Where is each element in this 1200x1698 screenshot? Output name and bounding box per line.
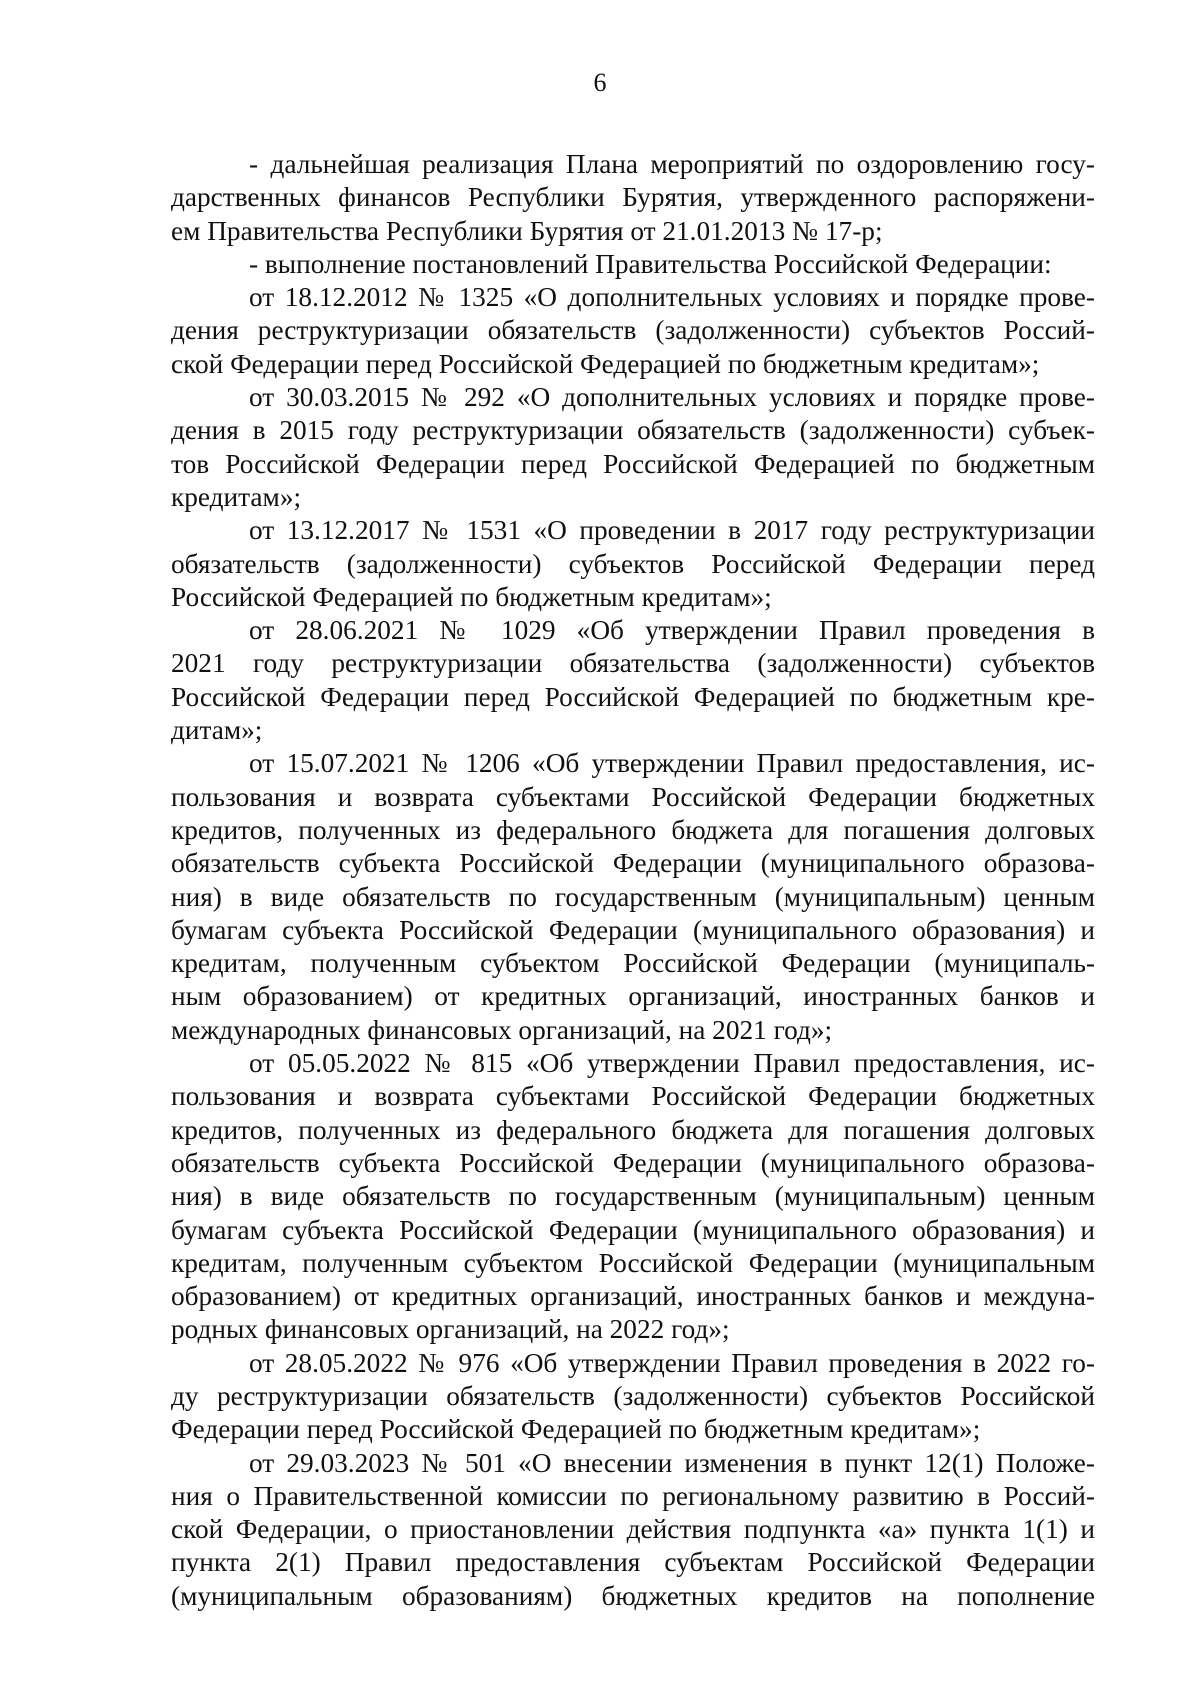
text-line: кредитов, полученных из федерального бюджета для погашения долговых	[171, 814, 1095, 845]
text-line: ным образованием) от кредитных организаций, иностранных банков и	[171, 981, 1095, 1012]
text-line: обязательств субъекта Российской Федерации (муниципального образова-	[171, 848, 1095, 879]
text-line: родных финансовых организаций, на 2022 год»;	[171, 1314, 730, 1345]
text-line: от 13.12.2017 № 1531 «О проведении в 2017 году реструктуризации	[249, 515, 1095, 546]
text-line: от 18.12.2012 № 1325 «О дополнительных условиях и порядке прове-	[249, 282, 1095, 313]
text-line: от 29.03.2023 № 501 «О внесении изменения в пункт 12(1) Положе-	[249, 1447, 1095, 1478]
text-line: от 28.05.2022 № 976 «Об утверждении Правил проведения в 2022 го-	[249, 1347, 1095, 1378]
text-line: пользования и возврата субъектами Российской Федерации бюджетных	[171, 781, 1095, 812]
text-line: бумагам субъекта Российской Федерации (муниципального образования) и	[171, 1214, 1095, 1245]
text-line: ния о Правительственной комиссии по региональному развитию в Россий-	[171, 1480, 1095, 1511]
text-line: ния) в виде обязательств по государственным (муниципальным) ценным	[171, 881, 1095, 912]
page-number: 6	[593, 68, 607, 97]
text-line: - выполнение постановлений Правительства Российской Федерации:	[249, 248, 1052, 279]
text-line: от 28.06.2021 № 1029 «Об утверждении Правил проведения в	[249, 615, 1095, 646]
text-line: от 15.07.2021 № 1206 «Об утверждении Правил предоставления, ис-	[249, 748, 1095, 779]
text-line: пользования и возврата субъектами Российской Федерации бюджетных	[171, 1081, 1095, 1112]
text-line: - дальнейшая реализация Плана мероприятий по оздоровлению госу-	[249, 149, 1095, 179]
text-line: кредитам, полученным субъектом Российской Федерации (муниципальным	[171, 1247, 1095, 1278]
text-line: Федерации перед Российской Федерацией по бюджетным кредитам»;	[171, 1414, 981, 1445]
text-line: бумагам субъекта Российской Федерации (муниципального образования) и	[171, 914, 1095, 945]
text-line: кредитам»;	[171, 481, 302, 512]
text-line: образованием) от кредитных организаций, иностранных банков и междуна-	[171, 1281, 1095, 1312]
text-line: обязательств (задолженности) субъектов Российской Федерации перед	[171, 548, 1095, 579]
text-line: от 30.03.2015 № 292 «О дополнительных условиях и порядке прове-	[249, 382, 1095, 413]
text-line: обязательств субъекта Российской Федерации (муниципального образова-	[171, 1147, 1095, 1178]
text-line: тов Российской Федерации перед Российской Федерацией по бюджетным	[171, 448, 1095, 479]
text-line: дения реструктуризации обязательств (задолженности) субъектов Россий-	[171, 315, 1095, 346]
text-line: ской Федерации перед Российской Федерацией по бюджетным кредитам»;	[171, 348, 1040, 379]
text-line: дарственных финансов Республики Бурятия, утвержденного распоряжени-	[171, 182, 1095, 213]
text-line: кредитам, полученным субъектом Российской Федерации (муниципаль-	[171, 948, 1095, 979]
text-line: ской Федерации, о приостановлении действия подпункта «а» пункта 1(1) и	[171, 1514, 1095, 1545]
text-line: Российской Федерации перед Российской Федерацией по бюджетным кре-	[171, 681, 1095, 712]
text-line: ем Правительства Республики Бурятия от 21.01.2013 № 17-р;	[171, 215, 883, 246]
text-line: от 05.05.2022 № 815 «Об утверждении Правил предоставления, ис-	[249, 1048, 1095, 1079]
text-line: дения в 2015 году реструктуризации обязательств (задолженности) субъек-	[171, 415, 1095, 446]
text-line: кредитов, полученных из федерального бюджета для погашения долговых	[171, 1114, 1095, 1145]
document-body	[171, 148, 1095, 1613]
text-line: пункта 2(1) Правил предоставления субъектам Российской Федерации	[171, 1547, 1095, 1578]
text-line: Российской Федерацией по бюджетным кредитам»;	[171, 581, 772, 612]
text-line: 2021 году реструктуризации обязательства (задолженности) субъектов	[171, 648, 1095, 679]
text-line: ду реструктуризации обязательств (задолженности) субъектов Российской	[171, 1380, 1095, 1411]
text-line: ния) в виде обязательств по государственным (муниципальным) ценным	[171, 1181, 1095, 1212]
text-line: (муниципальным образованиям) бюджетных кредитов на пополнение	[171, 1580, 1095, 1611]
text-line: дитам»;	[171, 715, 263, 746]
text-line: международных финансовых организаций, на 2021 год»;	[171, 1014, 833, 1045]
